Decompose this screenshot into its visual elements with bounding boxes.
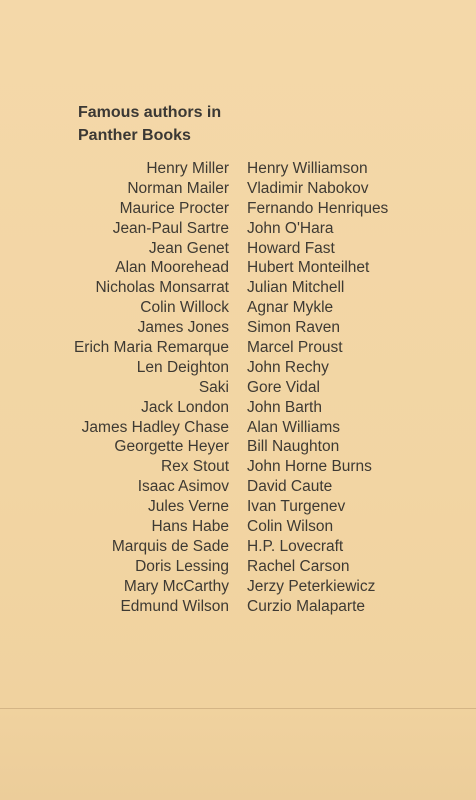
author-row [0, 179, 476, 199]
author-name-left: Norman Mailer [127, 179, 229, 197]
author-row [0, 318, 476, 338]
author-row [0, 358, 476, 378]
author-name-right: John Horne Burns [247, 458, 372, 476]
author-name-right: Ivan Turgenev [247, 498, 346, 516]
author-row [0, 199, 476, 219]
author-name-left: Len Deighton [136, 358, 229, 376]
author-row [0, 258, 476, 278]
author-row [0, 219, 476, 239]
author-name-right: Rachel Carson [247, 557, 350, 575]
author-name-left: Edmund Wilson [120, 597, 229, 615]
author-name-left: Hans Habe [151, 518, 229, 536]
author-name-left: Jules Verne [148, 498, 229, 516]
author-name-right: Jerzy Peterkiewicz [247, 577, 376, 595]
page-crease [0, 708, 476, 709]
author-name-left: Marquis de Sade [111, 537, 229, 555]
author-name-left: Colin Willock [140, 299, 229, 317]
author-name-right: Howard Fast [247, 239, 335, 257]
author-name-left: James Jones [137, 319, 229, 337]
author-row [0, 398, 476, 418]
author-name-right: Marcel Proust [247, 339, 343, 357]
author-row [0, 298, 476, 318]
author-row [0, 577, 476, 597]
author-name-right: Simon Raven [247, 319, 341, 337]
author-name-left: Maurice Procter [119, 199, 229, 217]
author-name-left: Henry Miller [146, 160, 229, 177]
author-name-right: Alan Williams [247, 418, 341, 436]
author-name-left: Nicholas Monsarrat [95, 279, 229, 297]
author-list [0, 159, 476, 616]
author-row [0, 497, 476, 517]
author-name-right: John O'Hara [247, 219, 334, 237]
author-name-left: Mary McCarthy [123, 577, 229, 595]
author-row [0, 378, 476, 398]
author-name-left: Isaac Asimov [137, 478, 229, 496]
author-name-right: Agnar Mykle [247, 299, 334, 317]
author-row [0, 418, 476, 438]
author-name-left: Saki [198, 378, 229, 396]
page-heading [78, 101, 221, 147]
author-row [0, 159, 476, 179]
author-row [0, 239, 476, 259]
author-name-right: Curzio Malaparte [247, 597, 366, 615]
author-name-right: Henry Williamson [247, 160, 368, 177]
author-row [0, 457, 476, 477]
author-name-right: Gore Vidal [247, 378, 320, 396]
author-name-left: Rex Stout [160, 458, 229, 476]
author-row [0, 537, 476, 557]
heading-line-2: Panther Books [78, 127, 191, 144]
author-row [0, 557, 476, 577]
author-name-right: H.P. Lovecraft [247, 537, 344, 555]
author-name-left: Jack London [141, 398, 229, 416]
author-row [0, 477, 476, 497]
author-name-left: Doris Lessing [135, 557, 229, 575]
author-name-right: Hubert Monteilhet [247, 259, 370, 277]
author-name-right: Vladimir Nabokov [247, 179, 369, 197]
author-name-left: Georgette Heyer [114, 438, 229, 456]
author-name-right: John Rechy [247, 358, 329, 376]
author-name-right: Fernando Henriques [247, 199, 389, 217]
author-name-right: Bill Naughton [247, 438, 340, 456]
author-name-right: Colin Wilson [247, 518, 334, 536]
author-row [0, 597, 476, 617]
author-name-right: David Caute [247, 478, 333, 496]
author-row [0, 338, 476, 358]
author-row [0, 517, 476, 537]
author-name-left: Erich Maria Remarque [73, 339, 229, 357]
author-name-right: Julian Mitchell [247, 279, 345, 297]
author-name-left: Jean Genet [148, 239, 229, 257]
heading-line-1: Famous authors in [78, 104, 222, 121]
author-row [0, 437, 476, 457]
author-name-left: Jean-Paul Sartre [112, 219, 229, 237]
author-row [0, 278, 476, 298]
author-name-left: Alan Moorehead [115, 259, 229, 277]
author-name-left: James Hadley Chase [81, 418, 229, 436]
author-name-right: John Barth [247, 398, 322, 416]
